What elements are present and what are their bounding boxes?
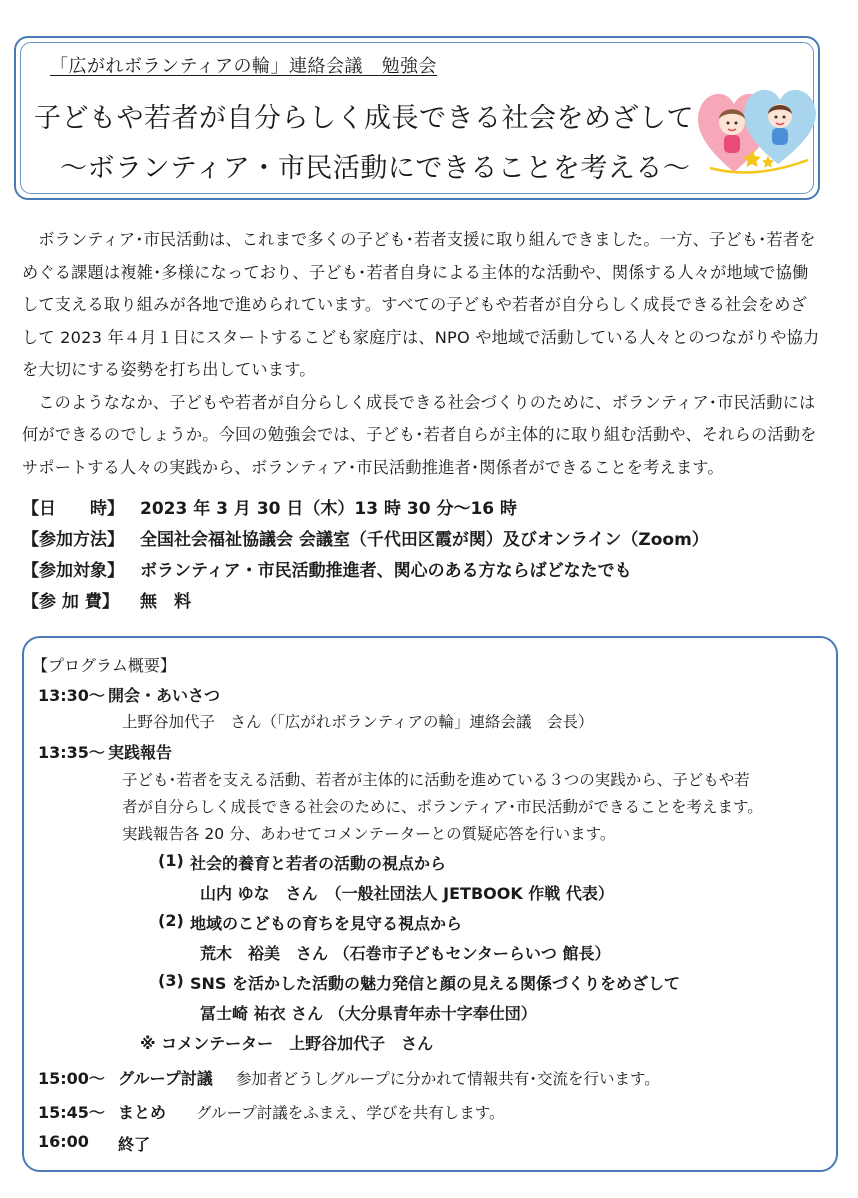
organizer-name: 「広がれボランティアの輪」連絡会議: [50, 56, 364, 77]
info-row-fee: [22, 587, 709, 618]
report-item-topic: 社会的養育と若者の活動の視点から: [190, 854, 447, 873]
report-desc-line: 実践報告各 20 分、あわせてコメンテーターとの質疑応答を行います。: [122, 825, 616, 843]
report-time: 13:35～: [38, 743, 105, 762]
info-row-method: [22, 525, 709, 556]
info-value: 無 料: [140, 592, 191, 612]
info-value: 全国社会福祉協議会 会議室（千代田区霞が関）及びオンライン（Zoom）: [140, 530, 709, 550]
report-item-speaker: 冨士崎 祐衣 さん （大分県青年赤十字奉仕団）: [200, 1004, 537, 1023]
page-title: 子どもや若者が自分らしく成長できる社会をめざして: [34, 103, 694, 134]
info-row-date: [22, 494, 709, 525]
heart-children-logo: [690, 72, 820, 190]
info-label: 【参加対象】: [22, 561, 124, 581]
report-item-number: (3): [158, 971, 184, 990]
opening-title: 開会・あいさつ: [108, 686, 221, 705]
page-subtitle: ～ボランティア・市民活動にできることを考える～: [60, 153, 691, 184]
intro-text: [22, 224, 822, 484]
report-desc-line: 者が自分らしく成長できる社会のために、ボランティア･市民活動ができることを考えます。: [122, 798, 763, 816]
group-title: グループ討議: [118, 1069, 213, 1088]
organizer-space: [363, 56, 382, 77]
commentator: ※ コメンテーター 上野谷加代子 さん: [140, 1034, 434, 1053]
organizer-line: [50, 52, 437, 78]
intro-paragraph-1: ボランティア･市民活動は、これまで多くの子ども･若者支援に取り組んできました。一方、子ども･若者をめぐる課題は複雑･多様になっており、子ども･若者自身による主体的な活動や、関係する人々が地域で協働して支える取り組みが各地で進められています。すべての子どもや若者が自分らしく成長できる社会をめざして 2023 年４月１日にスタートするこども家庭庁は、NPO や地域で活動している人々とのつながりや協力を大切にする姿勢を打ち出しています。: [22, 230, 820, 379]
intro-paragraph-2: このようななか、子どもや若者が自分らしく成長できる社会づくりのために、ボランティア･市民活動には何ができるのでしょうか。今回の勉強会では、子ども･若者自らが主体的に取り組む活動や、それらの活動をサポートする人々の実践から、ボランティア･市民活動推進者･関係者ができることを考えます。: [22, 392, 817, 477]
info-label: 【日 時】: [22, 499, 124, 519]
opening-time: 13:30～: [38, 686, 105, 705]
event-type: 勉強会: [381, 56, 438, 77]
info-row-target: [22, 556, 709, 587]
closing-title: 終了: [118, 1135, 151, 1154]
report-item-number: (1): [158, 851, 184, 870]
report-item-speaker: 山内 ゆな さん （一般社団法人 JETBOOK 作戦 代表）: [200, 884, 614, 903]
group-time: 15:00～: [38, 1069, 105, 1088]
group-desc: 参加者どうしグループに分かれて情報共有･交流を行います。: [236, 1070, 660, 1088]
report-item-topic: SNS を活かした活動の魅力発信と顔の見える関係づくりをめざして: [190, 974, 681, 993]
summary-desc: グループ討議をふまえ、学びを共有します。: [196, 1104, 505, 1122]
report-item-topic: 地域のこどもの育ちを見守る視点から: [190, 914, 463, 933]
info-label: 【参 加 費】: [22, 592, 119, 612]
report-desc-line: 子ども･若者を支える活動、若者が主体的に活動を進めている３つの実践から、子どもや若: [122, 771, 750, 789]
report-item-number: (2): [158, 911, 184, 930]
info-value: 2023 年 3 月 30 日（木）13 時 30 分～16 時: [140, 499, 518, 519]
opening-speaker: 上野谷加代子 さん（「広がれボランティアの輪」連絡会議 会長）: [122, 713, 594, 731]
report-item-speaker: 荒木 裕美 さん （石巻市子どもセンターらいつ 館長）: [200, 944, 611, 963]
event-info: [22, 494, 709, 618]
info-label: 【参加方法】: [22, 530, 124, 550]
program-heading: 【プログラム概要】: [32, 656, 176, 675]
report-title: 実践報告: [108, 743, 173, 762]
summary-title: まとめ: [118, 1103, 167, 1122]
closing-time: 16:00: [38, 1132, 89, 1151]
info-value: ボランティア・市民活動推進者、関心のある方ならばどなたでも: [140, 561, 632, 581]
summary-time: 15:45～: [38, 1103, 105, 1122]
